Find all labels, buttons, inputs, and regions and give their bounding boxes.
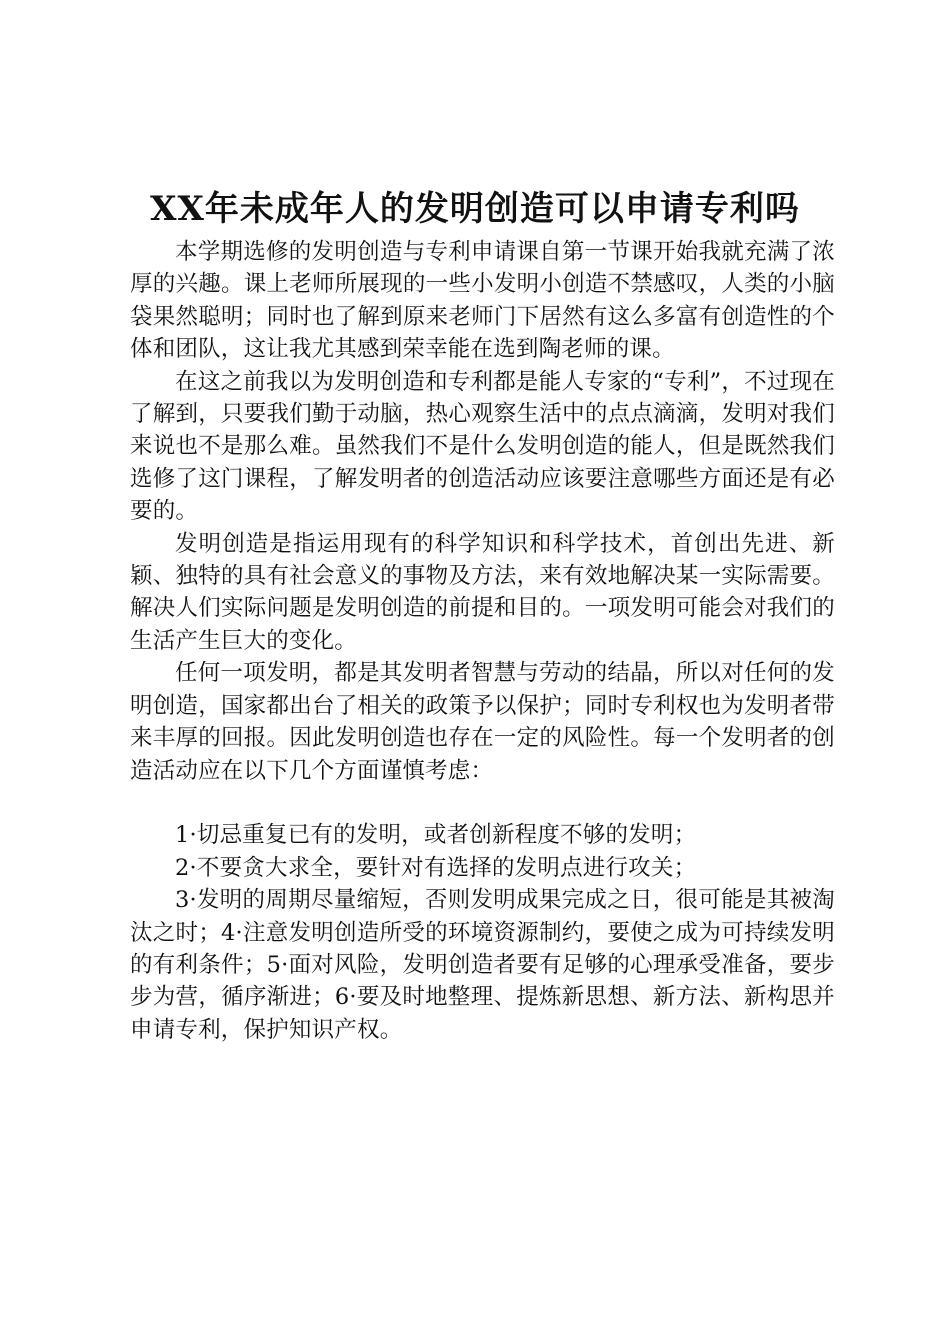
- paragraph: 发明创造是指运用现有的科学知识和科学技术，首创出先进、新颖、独特的具有社会意义的事物及方法，来有效地解决某一实际需要。解决人们实际问题是发明创造的前提和目的。一项发明可能会对我们的生活产生巨大的变化。: [130, 530, 835, 654]
- blank-line: [130, 787, 835, 819]
- list-item: 1·切忌重复已有的发明，或者创新程度不够的发明；: [175, 822, 697, 849]
- list-item: 3·发明的周期尽量缩短，否则发明成果完成之日，很可能是其被淘汰之时；4·注意发明创造所受的环境资源制约，要使之成为可持续发明的有利条件；5·面对风险，发明创造者要有足够的心理承受准备，要步步为营，循序渐进；6·要及时地整理、提炼新思想、新方法、新构思并申请专利，保护知识产权。: [130, 887, 835, 1043]
- paragraph: 任何一项发明，都是其发明者智慧与劳动的结晶，所以对任何的发明创造，国家都出台了相关的政策予以保护；同时专利权也为发明者带来丰厚的回报。因此发明创造也存在一定的风险性。每一个发明者的创造活动应在以下几个方面谨慎考虑：: [130, 660, 835, 784]
- paragraph: 在这之前我以为发明创造和专利都是能人专家的“专利”，不过现在了解到，只要我们勤于动脑，热心观察生活中的点点滴滴，发明对我们来说也不是那么难。虽然我们不是什么发明创造的能人，但是既然我们选修了这门课程，了解发明者的创造活动应该要注意哪些方面还是有必要的。: [130, 368, 835, 525]
- document-title: XX年未成年人的发明创造可以申请专利吗: [150, 189, 800, 229]
- paragraph: 本学期选修的发明创造与专利申请课自第一节课开始我就充满了浓厚的兴趣。课上老师所展现的一些小发明小创造不禁感叹，人类的小脑袋果然聪明；同时也了解到原来老师门下居然有这么多富有创造性的个体和团队，这让我尤其感到荣幸能在选到陶老师的课。: [130, 239, 835, 363]
- document-body: [130, 236, 835, 1046]
- list-item: 2·不要贪大求全，要针对有选择的发明点进行攻关；: [175, 854, 697, 881]
